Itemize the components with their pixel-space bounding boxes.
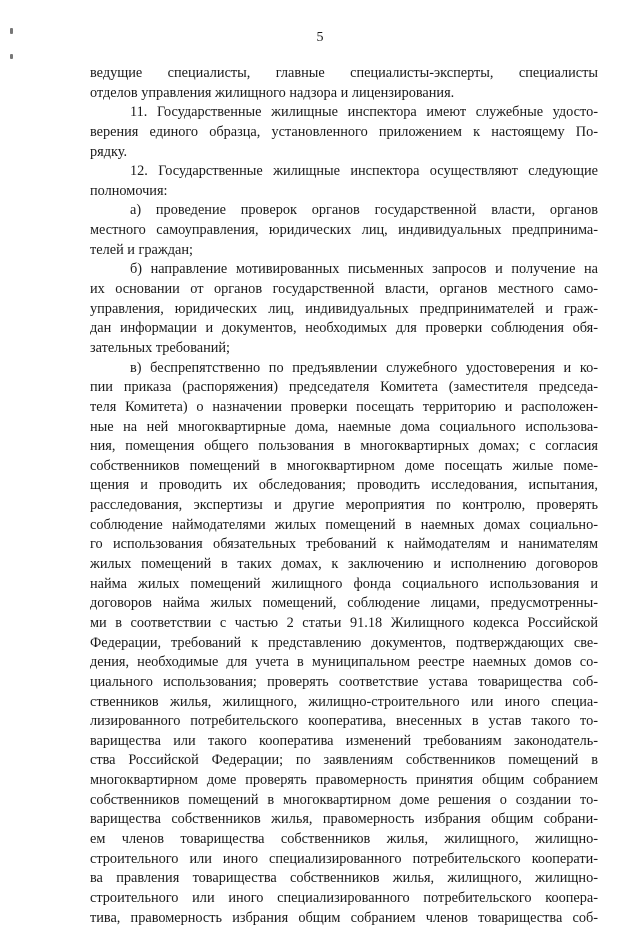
text-line: ния, помещения общего пользования в многоквартирных домах; с согласия [90,438,598,455]
text-line: ми в соответствии с частью 2 статьи 91.18 Жилищного кодекса Российской [90,614,598,631]
text-line: управления, юридических лиц, индивидуальных предпринимателей и граж- [90,300,598,317]
text-line: щения и проводить их обследования; проводить исследования, испытания, [90,477,598,494]
text-line: а) проведение проверок органов государственной власти, органов [130,202,598,219]
text-line: зательных требований; [90,339,231,356]
scan-mark [10,28,13,34]
text-line: го использования обязательных требований к наймодателям и нанимателям [90,536,598,553]
text-line: многоквартирном доме проверять правомерность принятия общим собранием [90,772,598,789]
text-line: телей и граждан; [90,241,194,258]
text-line: Федерации, требований к представлению документов, подтверждающих све- [90,634,598,651]
text-line: их основании от органов государственной власти, органов местного само- [90,281,598,298]
text-line: 11. Государственные жилищные инспектора имеют служебные удосто- [130,104,598,121]
text-line: ва правления товарищества собственников жилья, жилищного, жилищно- [90,870,598,887]
text-line: полномочия: [90,182,168,199]
text-line: в) беспрепятственно по предъявлении служебного удостоверения и ко- [130,359,598,376]
text-line: собственников помещений в многоквартирном доме посещать жилые поме- [90,457,598,474]
text-line: тива, правомерность избрания общим собранием членов товарищества соб- [90,909,598,926]
text-line: договоров найма жилых помещений, соблюдение лицами, предусмотренны- [90,595,598,612]
text-line: собственников помещений в многоквартирном доме решения о создании то- [90,791,598,808]
text-line: строительного или иного специализированного потребительского коопера- [90,889,598,906]
text-line: ведущие специалисты, главные специалисты-эксперты, специалисты [90,65,598,81]
text-line: верения единого образца, установленного приложением к настоящему По- [90,123,598,140]
text-line: дения, необходимые для учета в муниципальном реестре наемных домов со- [90,654,598,671]
text-line: б) направление мотивированных письменных запросов и получение на [130,261,598,278]
text-line: рядку. [90,143,128,160]
page-number: 5 [316,30,324,45]
text-line: циального использования; проверять соответствие устава товарищества соб- [90,673,598,690]
text-line: ства Российской Федерации; по заявлениям собственников помещений в [90,752,598,769]
text-line: варищества или такого кооператива изменений требованиям законодатель- [90,732,598,749]
text-line: варищества собственников жилья, правомерность избрания общим собрани- [90,811,598,828]
text-line: местного самоуправления, юридических лиц, индивидуальных предпринима- [90,222,598,239]
text-line: соблюдение наймодателями жилых помещений в наемных домах социально- [90,516,598,533]
text-line: ные на ней многоквартирные дома, наемные дома социального использова- [90,418,598,435]
text-line: ственников жилья, жилищного, жилищно-строительного или иного специа- [90,693,598,710]
text-line: 12. Государственные жилищные инспектора осуществляют следующие [130,163,598,180]
scan-mark [10,54,13,59]
text-line: пии приказа (распоряжения) председателя Комитета (заместителя председа- [90,379,598,396]
text-line: отделов управления жилищного надзора и лицензирования. [90,84,455,101]
text-line: ем членов товарищества собственников жилья, жилищного, жилищно- [90,830,598,847]
text-line: жилых помещений в таких домах, к заключению и исполнению договоров [90,556,598,573]
text-line: теля Комитета) о назначении проверки посещать территорию и расположен- [90,398,598,415]
text-line: лизированного потребительского кооператива, внесенных в устав такого то- [90,713,598,730]
text-line: строительного или иного специализированного потребительского кооперати- [90,850,598,867]
text-line: дан информации и документов, необходимых для проверки соблюдения обя- [90,320,598,337]
document-body [90,64,598,928]
text-line: расследования, экспертизы и другие мероприятия по контролю, проверять [90,497,598,514]
text-line: найма жилых помещений жилищного фонда социального использования и [90,575,598,592]
